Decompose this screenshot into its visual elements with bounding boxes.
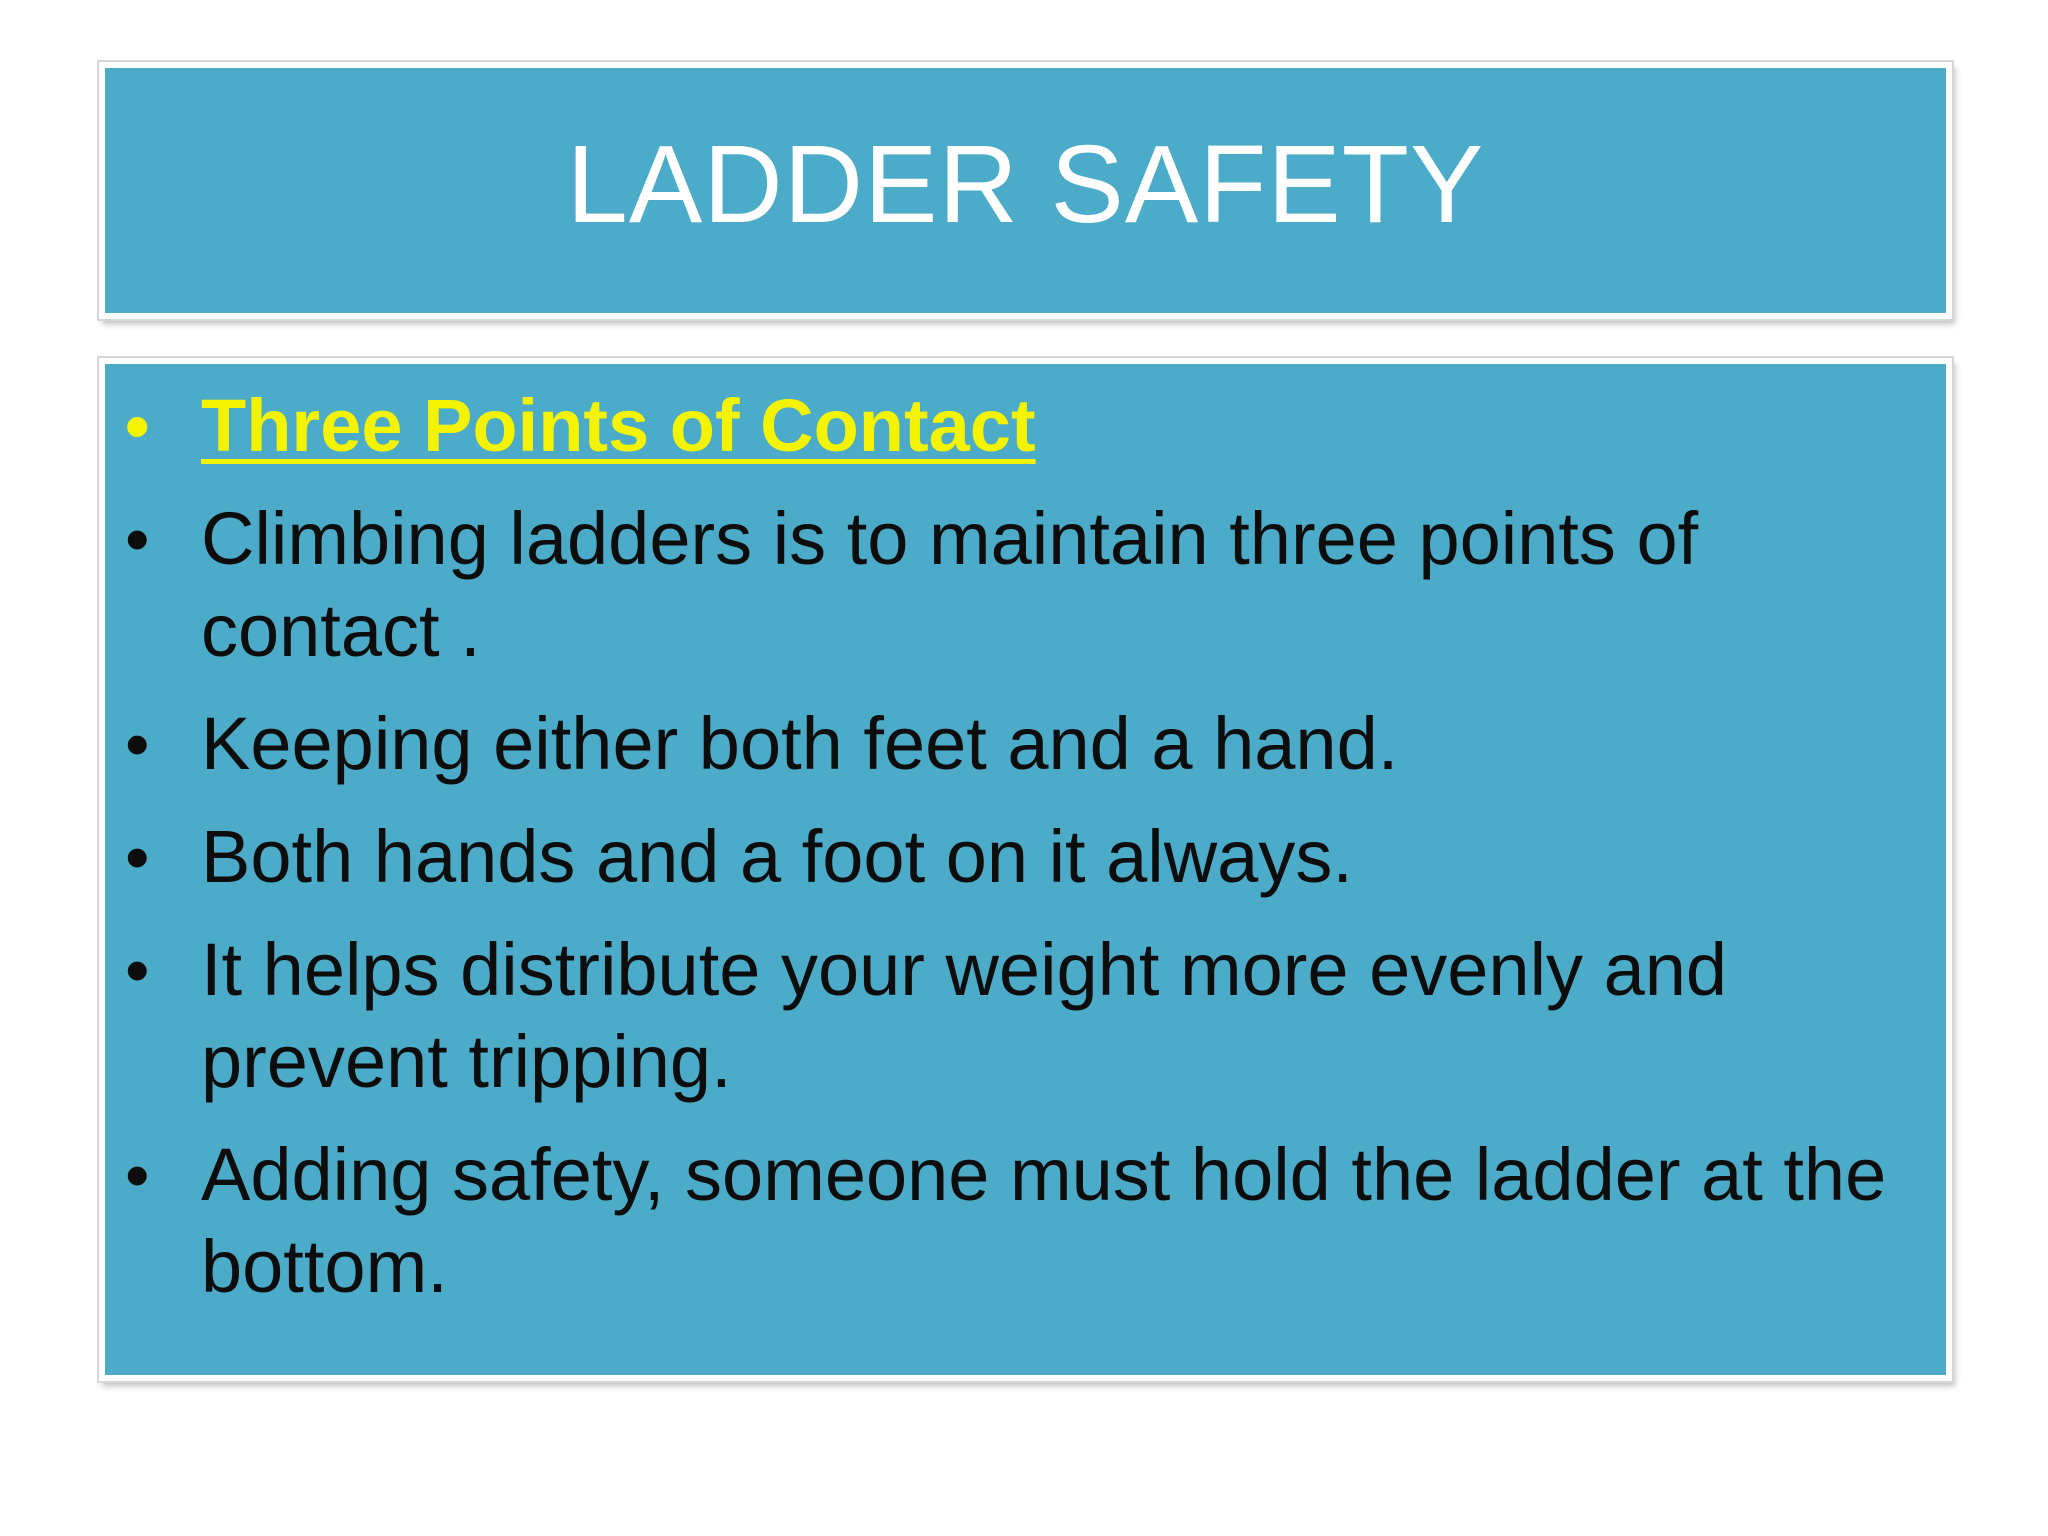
bullet-point-icon: • [125,931,150,1009]
content-panel [99,358,1952,1381]
bullet-item [125,924,1915,1108]
bullet-text: Climbing ladders is to maintain three points of contact . [201,497,1699,672]
bullet-item [125,493,1915,677]
bullet-point-icon: • [125,387,150,465]
bullet-item [125,1129,1915,1313]
bullet-point-icon: • [125,1136,150,1214]
bullet-heading [125,380,1915,472]
bullet-point-icon: • [125,500,150,578]
bullet-text: It helps distribute your weight more evenly and prevent tripping. [201,928,1728,1103]
bullet-list [125,380,1915,1334]
slide-title: LADDER SAFETY [566,123,1485,246]
bullet-text: Both hands and a foot on it always. [201,815,1353,898]
heading-text: Three Points of Contact [201,384,1036,467]
bullet-text: Keeping either both feet and a hand. [201,702,1399,785]
bullet-item [125,811,1915,903]
bullet-item [125,698,1915,790]
bullet-point-icon: • [125,705,150,783]
bullet-text: Adding safety, someone must hold the ladder at the bottom. [201,1133,1887,1308]
bullet-point-icon: • [125,818,150,896]
title-panel [99,62,1952,319]
